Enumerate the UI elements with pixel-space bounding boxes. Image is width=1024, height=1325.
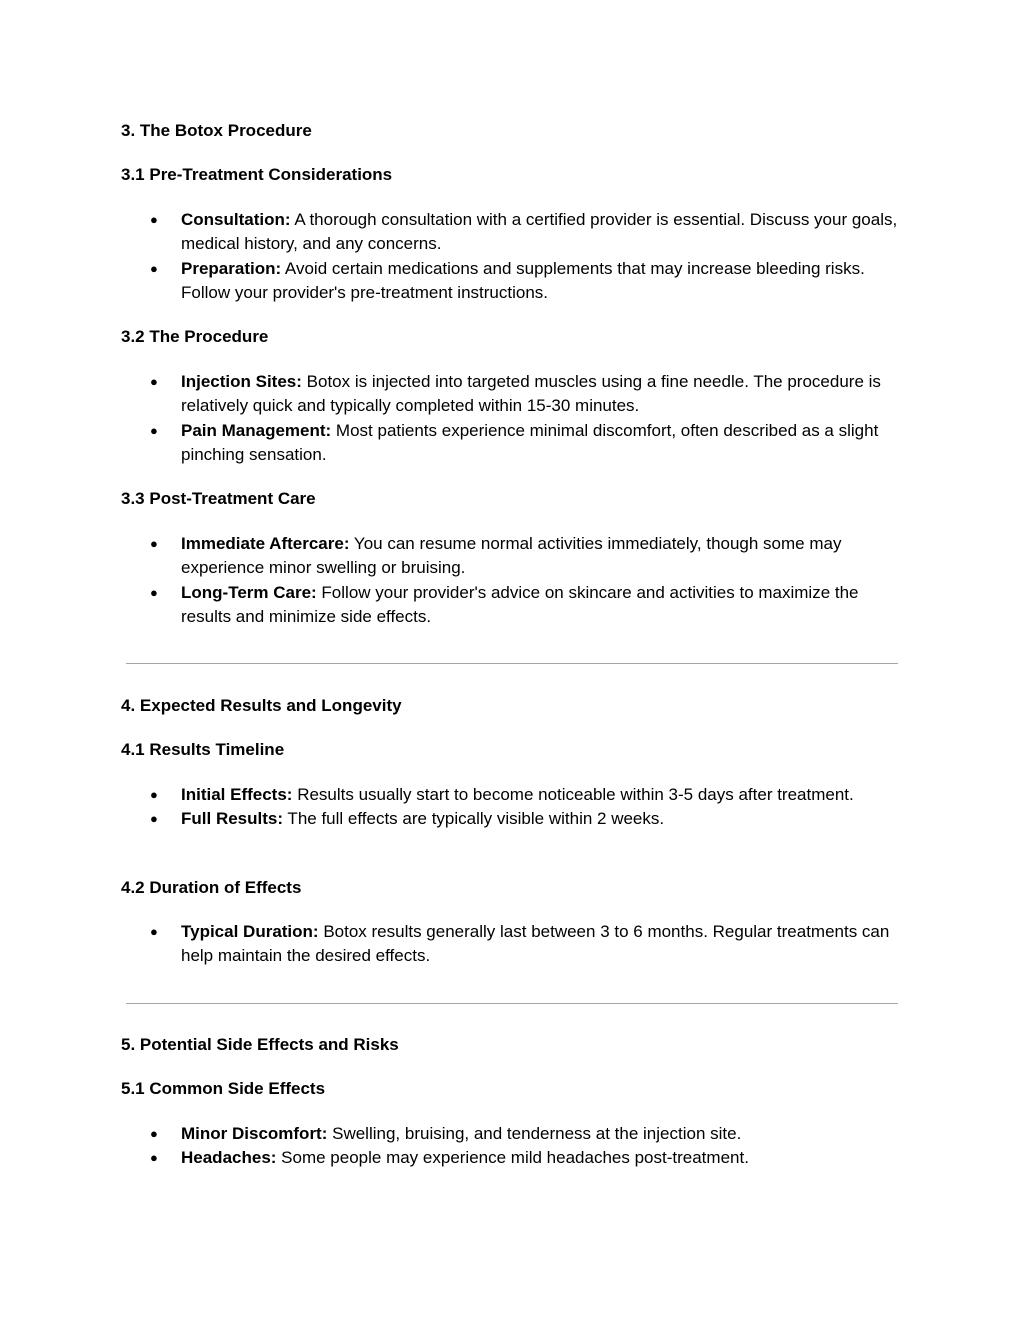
subsection-3-1-heading: 3.1 Pre-Treatment Considerations bbox=[121, 165, 393, 184]
list-item-text: You can resume normal activities immediately, though some may experience minor swelling or bruising. bbox=[181, 534, 842, 578]
list-item-text: A thorough consultation with a certified provider is essential. Discuss your goals, medical history, and any concerns. bbox=[181, 210, 898, 254]
bullet-list-5-1 bbox=[0, 1122, 1024, 1171]
bullet-list-3-3 bbox=[0, 532, 1024, 630]
section-3-heading: 3. The Botox Procedure bbox=[121, 121, 312, 140]
bullet-icon: ● bbox=[150, 1126, 158, 1141]
list-item-term: Immediate Aftercare: bbox=[181, 534, 350, 553]
list-item bbox=[0, 532, 906, 581]
subsection-4-1-heading: 4.1 Results Timeline bbox=[121, 740, 285, 759]
list-item bbox=[0, 1146, 906, 1170]
list-item-term: Typical Duration: bbox=[181, 922, 319, 941]
list-item-text: Botox is injected into targeted muscles using a fine needle. The procedure is relatively quick and typically completed within 15-30 minutes. bbox=[181, 372, 881, 416]
subsection-4-2-heading: 4.2 Duration of Effects bbox=[121, 878, 302, 897]
bullet-icon: ● bbox=[150, 212, 158, 227]
bullet-icon: ● bbox=[150, 811, 158, 827]
horizontal-divider bbox=[126, 1003, 898, 1004]
list-item-text: Avoid certain medications and supplements that may increase bleeding risks. Follow your provider's pre-treatment instructions. bbox=[181, 258, 865, 303]
horizontal-divider bbox=[126, 663, 898, 664]
bullet-list-3-1 bbox=[0, 208, 1024, 306]
list-item-term: Long-Term Care: bbox=[181, 582, 317, 602]
list-item-text: Botox results generally last between 3 to 6 months. Regular treatments can help maintain the desired effects. bbox=[181, 922, 890, 966]
list-item-term: Full Results: bbox=[181, 809, 284, 829]
list-item bbox=[0, 920, 906, 969]
list-item-term: Minor Discomfort: bbox=[181, 1124, 328, 1143]
section-4-heading: 4. Expected Results and Longevity bbox=[121, 696, 402, 715]
list-item-term: Initial Effects: bbox=[181, 785, 293, 804]
list-item-text: Swelling, bruising, and tenderness at the injection site. bbox=[327, 1124, 742, 1143]
section-5-heading: 5. Potential Side Effects and Risks bbox=[121, 1035, 399, 1054]
list-item-term: Pain Management: bbox=[181, 420, 332, 440]
list-item bbox=[0, 208, 906, 257]
bullet-icon: ● bbox=[150, 536, 158, 551]
list-item bbox=[0, 783, 906, 807]
list-item-text: The full effects are typically visible within 2 weeks. bbox=[283, 809, 665, 829]
list-item-term: Consultation: bbox=[181, 210, 291, 229]
bullet-icon: ● bbox=[150, 260, 158, 276]
subsection-5-1-heading: 5.1 Common Side Effects bbox=[121, 1079, 326, 1098]
list-item-text: Most patients experience minimal discomfort, often described as a slight pinching sensation. bbox=[181, 420, 879, 465]
list-item-term: Preparation: bbox=[181, 258, 282, 278]
list-item-text: Some people may experience mild headaches post-treatment. bbox=[276, 1148, 749, 1168]
list-item bbox=[0, 1122, 906, 1146]
bullet-icon: ● bbox=[150, 924, 158, 939]
bullet-icon: ● bbox=[150, 584, 158, 600]
list-item-text: Follow your provider's advice on skincare and activities to maximize the results and minimize side effects. bbox=[181, 582, 859, 627]
list-item bbox=[0, 807, 906, 831]
list-item-term: Headaches: bbox=[181, 1148, 277, 1168]
bullet-icon: ● bbox=[150, 787, 158, 802]
bullet-icon: ● bbox=[150, 1150, 158, 1166]
bullet-list-4-1 bbox=[0, 783, 1024, 832]
list-item bbox=[0, 257, 906, 306]
list-item bbox=[0, 581, 906, 630]
list-item bbox=[0, 370, 906, 419]
subsection-3-3-heading: 3.3 Post-Treatment Care bbox=[121, 489, 316, 508]
list-item bbox=[0, 419, 906, 468]
bullet-list-3-2 bbox=[0, 370, 1024, 468]
bullet-icon: ● bbox=[150, 374, 158, 389]
list-item-text: Results usually start to become noticeable within 3-5 days after treatment. bbox=[292, 785, 854, 804]
subsection-3-2-heading: 3.2 The Procedure bbox=[121, 327, 269, 346]
bullet-list-4-2 bbox=[0, 920, 1024, 969]
list-item-term: Injection Sites: bbox=[181, 372, 302, 391]
bullet-icon: ● bbox=[150, 422, 158, 438]
